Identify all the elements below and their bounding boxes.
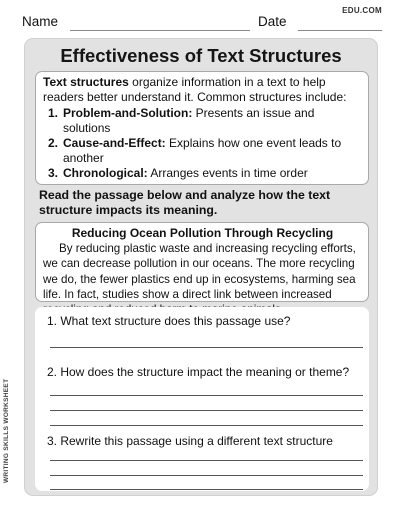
header — [22, 14, 387, 34]
passage-title: Reducing Ocean Pollution Through Recycling — [71, 226, 334, 240]
answer-line[interactable] — [50, 425, 363, 426]
side-label: WRITING SKILLS WORKSHEET — [3, 378, 10, 483]
answer-line[interactable] — [50, 395, 363, 396]
question-3: 3. Rewrite this passage using a different text structure — [47, 434, 333, 448]
intro-term: Text structures — [43, 75, 129, 89]
name-label: Name — [22, 14, 59, 29]
list-number: 2. — [47, 136, 58, 150]
worksheet-title: Effectiveness of Text Structures — [60, 45, 342, 66]
list-number: 1. — [47, 106, 58, 120]
brand-logo: EDU.COM — [342, 6, 382, 15]
structure-desc: Explains how one event leads to another — [63, 136, 342, 165]
structure-name: Cause-and-Effect: — [63, 136, 166, 150]
structure-name: Problem-and-Solution: — [63, 106, 193, 120]
list-item — [43, 166, 362, 181]
passage-text: By reducing plastic waste and increasing recycling efforts, we can decrease pollution in our oceans. The more recycling we do, the fewer plastics end up in ecosystems, harming sea life. In fact, studies show a direct link between increased — [43, 242, 356, 301]
answer-line[interactable] — [50, 347, 363, 348]
structure-name: Chronological: — [63, 166, 148, 180]
intro-paragraph — [43, 75, 362, 105]
answer-section — [35, 307, 369, 491]
answer-line[interactable] — [50, 460, 363, 461]
answer-line[interactable] — [50, 489, 363, 490]
structure-desc: Arranges events in time order — [147, 166, 308, 180]
structure-list — [43, 106, 362, 181]
passage-box — [35, 222, 369, 302]
list-item — [43, 106, 362, 136]
structure-desc: Presents an issue and solutions — [63, 106, 315, 135]
intro-box — [35, 71, 369, 185]
worksheet-panel — [24, 38, 378, 496]
list-item — [43, 136, 362, 166]
name-field-line[interactable] — [70, 30, 250, 31]
date-field-line[interactable] — [298, 30, 382, 31]
list-number: 3. — [47, 166, 58, 180]
answer-line[interactable] — [50, 410, 363, 411]
date-label: Date — [258, 14, 287, 29]
question-2: 2. How does the structure impact the meaning or theme? — [47, 365, 350, 379]
intro-text: organize information in a text to help readers better understand it. Common structures include: — [43, 75, 347, 104]
instruction-text: Read the passage below and analyze how the text structure impacts its meaning. — [39, 188, 331, 217]
question-1: 1. What text structure does this passage use? — [47, 314, 291, 328]
answer-line[interactable] — [50, 475, 363, 476]
